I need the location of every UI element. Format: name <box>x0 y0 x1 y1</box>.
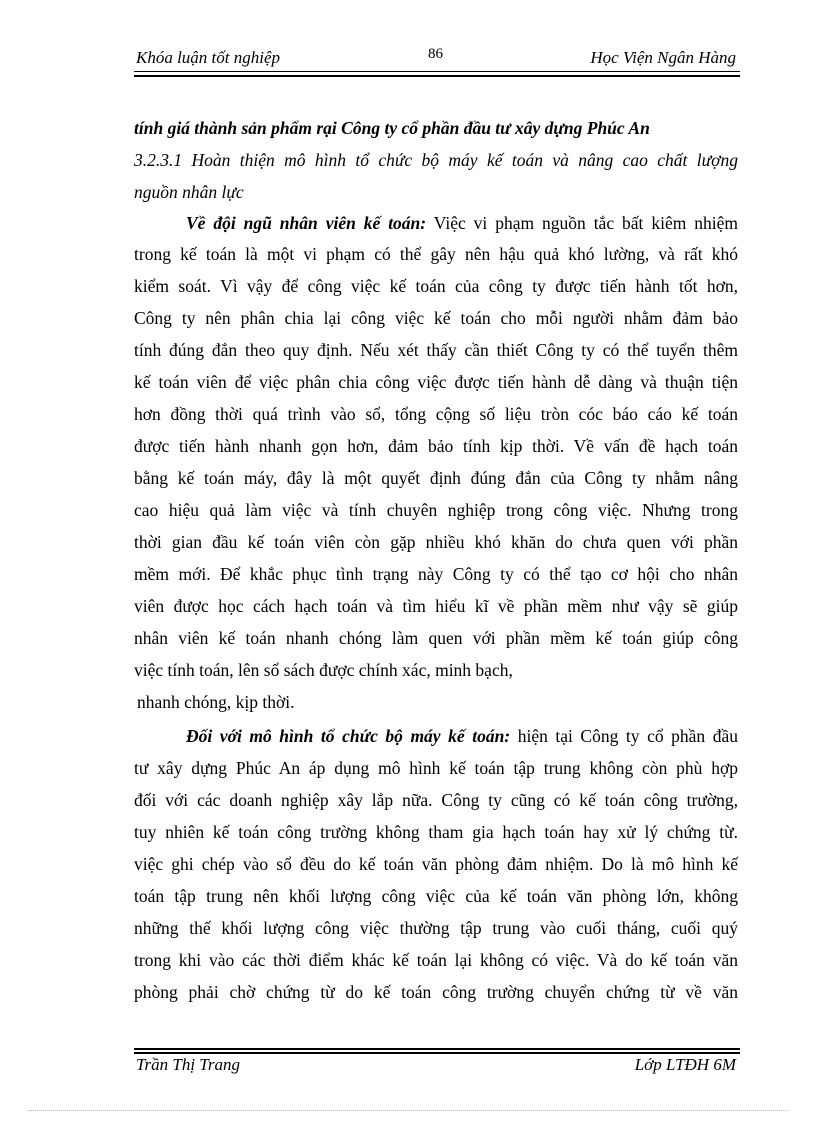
section-heading: tính giá thành sản phẩm rại Công ty cổ phần đầu tư xây dựng Phúc An <box>134 118 650 138</box>
paragraph1-line: kế toán viên để việc phân chia công việc được tiến hành dễ dàng và thuận tiện <box>134 372 738 392</box>
paragraph1-line <box>186 211 738 235</box>
paragraph2-text: hiện tại Công ty cổ phần đầu <box>517 726 738 746</box>
paragraph1-lead: Về đội ngũ nhân viên kế toán: <box>186 213 427 233</box>
subsection-heading-line1: 3.2.3.1 Hoàn thiện mô hình tổ chức bộ máy kế toán và nâng cao chất lượng <box>134 150 738 170</box>
paragraph1-line: nhanh chóng, kịp thời. <box>137 692 295 712</box>
paragraph1-line: được tiến hành nhanh gọn hơn, đảm bảo tính kịp thời. Về vấn đề hạch toán <box>134 436 738 456</box>
paragraph2-line: tuy nhiên kế toán công trường không tham gia hạch toán hay xử lý chứng từ. <box>134 822 738 842</box>
footer-rule-thick <box>134 1048 740 1050</box>
paragraph2-line: tư xây dựng Phúc An áp dụng mô hình kế toán tập trung không còn phù hợp <box>134 758 738 778</box>
footer-class: Lớp LTĐH 6M <box>634 1055 736 1074</box>
paragraph2-line <box>186 724 738 748</box>
page-bottom-dotted-line <box>28 1110 788 1111</box>
paragraph2-line: việc ghi chép vào sổ đều do kế toán văn phòng đảm nhiệm. Do là mô hình kế <box>134 854 738 874</box>
paragraph2-line: phòng phải chờ chứng từ do kế toán công trường chuyển chứng từ về văn <box>134 982 738 1002</box>
paragraph1-line: mềm mới. Để khắc phục tình trạng này Công ty có thể tạo cơ hội cho nhân <box>134 564 738 584</box>
paragraph1-line: hơn đồng thời quá trình vào sổ, tổng cộng số liệu tròn cóc báo cáo kế toán <box>134 404 738 424</box>
header-institution: Học Viện Ngân Hàng <box>590 48 736 67</box>
page-footer <box>136 1055 736 1079</box>
paragraph1-line: việc tính toán, lên sổ sách được chính xác, minh bạch, <box>134 660 513 680</box>
paragraph1-line: bằng kế toán máy, đây là một quyết định đúng đắn của Công ty nhằm nâng <box>134 468 738 488</box>
paragraph1-line: viên được học cách hạch toán và tìm hiểu kĩ về phần mềm như vậy sẽ giúp <box>134 596 738 616</box>
paragraph1-line: cao hiệu quả làm việc và tính chuyên nghiệp trong công việc. Nhưng trong <box>134 500 738 520</box>
subsection-heading-line2: nguồn nhân lực <box>134 182 244 202</box>
paragraph2-lead: Đối với mô hình tổ chức bộ máy kế toán: <box>186 726 511 746</box>
header-thesis-label: Khóa luận tốt nghiệp <box>136 48 281 67</box>
paragraph1-line: tính đúng đắn theo quy định. Nếu xét thấy cần thiết Công ty có thể tuyển thêm <box>134 340 738 360</box>
page-header <box>136 48 736 72</box>
header-rule-thick <box>134 75 740 77</box>
header-rule-thin <box>134 71 740 72</box>
paragraph2-line: đối với các doanh nghiệp xây lắp nữa. Công ty cũng có kế toán công trường, <box>134 790 738 810</box>
paragraph1-line: kiểm soát. Vì vậy để công việc kế toán của công ty được tiến hành tốt hơn, <box>134 276 738 296</box>
page-number: 86 <box>428 46 443 62</box>
paragraph1-line: trong kế toán là một vi phạm có thể gây nên hậu quả khó lường, và rất khó <box>134 244 738 264</box>
paragraph2-line: toán tập trung nên khối lượng công việc của kế toán văn phòng lớn, không <box>134 886 738 906</box>
footer-rule-thin <box>134 1052 740 1054</box>
paragraph1-line: Công ty nên phân chia lại công việc kế toán cho mỗi người nhằm đảm bảo <box>134 308 738 328</box>
paragraph1-text: Việc vi phạm nguồn tắc bất kiêm nhiệm <box>433 213 738 233</box>
paragraph2-line: trong khi vào các thời điểm khác kế toán lại không có việc. Và do kế toán văn <box>134 950 738 970</box>
paragraph1-line: thời gian đầu kế toán viên còn gặp nhiều khó khăn do chưa quen với phần <box>134 532 738 552</box>
paragraph1-line: nhân viên kế toán nhanh chóng làm quen với phần mềm kế toán giúp công <box>134 628 738 648</box>
footer-author: Trần Thị Trang <box>136 1055 240 1074</box>
paragraph2-line: những thế khối lượng công việc thường tập trung vào cuối tháng, cuối quý <box>134 918 738 938</box>
